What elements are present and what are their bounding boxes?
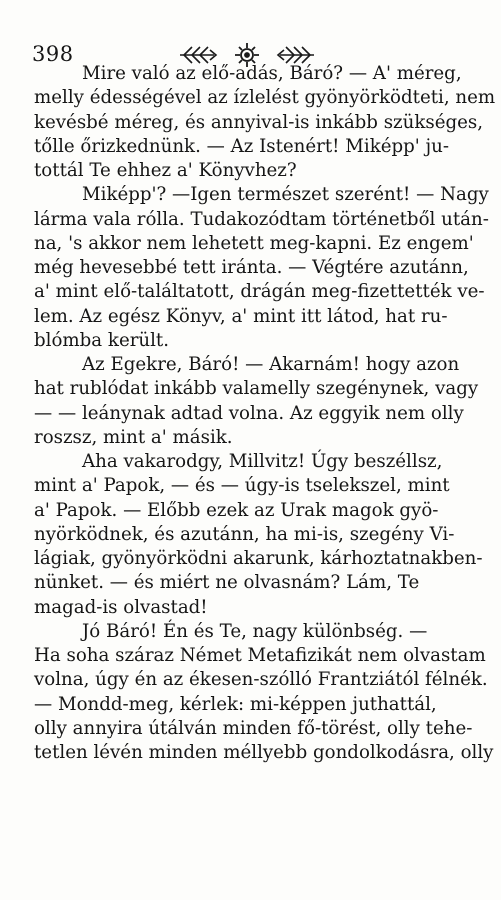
text-line: Az Egekre, Báró! — Akarnám! hogy azon xyxy=(82,354,460,375)
text-line: lárma vala rólla. Tudakozódtam történetből után- xyxy=(34,208,489,230)
text-line: nünket. — és miért ne olvasnám? Lám, Te xyxy=(34,572,420,594)
text-line: na, 's akkor nem lehetett meg-kapni. Ez engem' xyxy=(34,232,474,254)
text-line: — — leánynak adtad volna. Az eggyik nem olly xyxy=(34,402,464,424)
text-line: Miképp'? —Igen természet szerént! — Nagy xyxy=(82,184,489,206)
text-line: a' Papok. — Előbb ezek az Urak magok gyö- xyxy=(34,499,439,521)
text-line: blómba került. xyxy=(34,329,170,351)
text-line: roszsz, mint a' másik. xyxy=(34,426,233,448)
page-body-text xyxy=(34,62,496,765)
text-line: volna, úgy én az ékesen-szólló Frantziától félnék. xyxy=(34,669,488,691)
text-line: tetlen lévén minden méllyebb gondolkodásra, olly xyxy=(34,742,494,763)
text-line: lágiak, gyönyörködni akarunk, kárhoztatnakben- xyxy=(34,548,483,569)
text-line: Ha soha száraz Német Metafizikát nem olvastam xyxy=(34,645,486,666)
text-line: lem. Az egész Könyv, a' mint itt látod, hat ru- xyxy=(34,305,448,327)
text-line: nyörködnek, és azutánn, ha mi-is, szegény Vi- xyxy=(34,523,455,545)
text-line: kevésbé méreg, és annyival-is inkább szükséges, xyxy=(34,111,483,133)
text-line: melly édességével az ízlelést gyönyörködteti, nem xyxy=(34,87,496,109)
text-line: Jó Báró! Én és Te, nagy különbség. — xyxy=(82,620,428,642)
page-number: 398 xyxy=(32,42,74,66)
text-line: tottál Te ehhez a' Könyvhez? xyxy=(34,160,297,181)
text-line: mint a' Papok, — és — úgy-is tselekszel, mint xyxy=(34,475,450,497)
text-line: Aha vakarodgy, Millvitz! Úgy beszéllsz, xyxy=(82,451,443,472)
text-line: — Mondd-meg, kérlek: mi-képpen juthattál, xyxy=(34,693,437,715)
text-line: hat rublódat inkább valamelly szegénynek, vagy xyxy=(34,378,479,400)
text-line: tőlle őrizkednünk. — Az Istenért! Miképp' ju- xyxy=(34,135,450,157)
text-line: Mire való az elő-adás, Báró? — A' méreg, xyxy=(82,63,462,84)
text-line: a' mint elő-találtatott, drágán meg-fizettették ve- xyxy=(34,281,485,303)
text-line: olly annyira útálván minden fő-törést, olly tehe- xyxy=(34,717,473,739)
text-line: még hevesebbé tett iránta. — Végtére azutánn, xyxy=(34,257,469,278)
text-line: magad-is olvastad! xyxy=(34,596,208,618)
